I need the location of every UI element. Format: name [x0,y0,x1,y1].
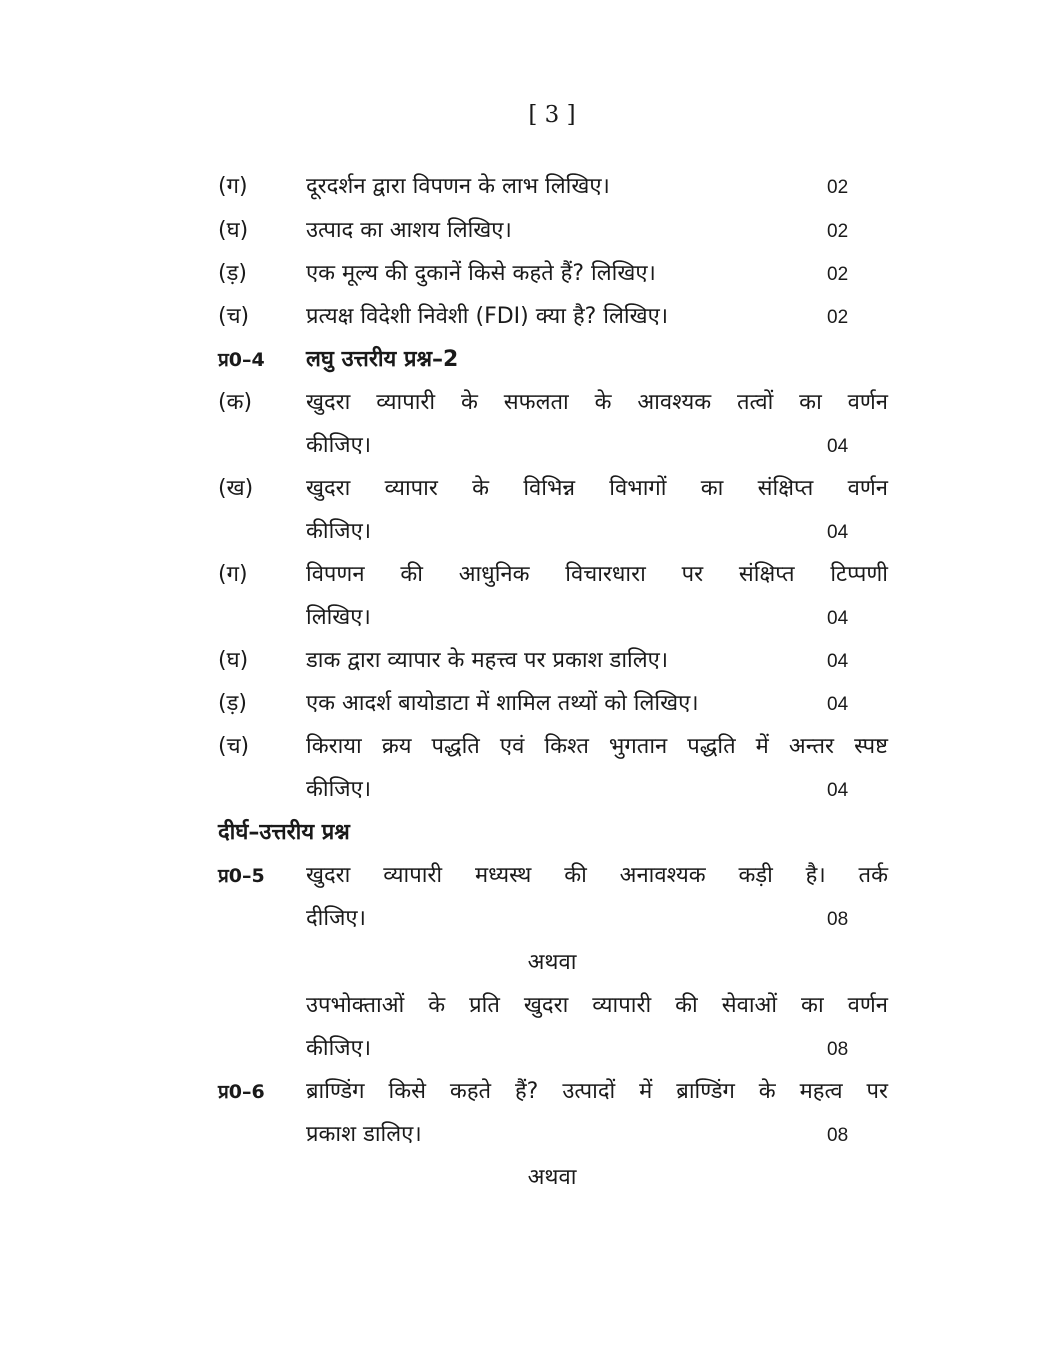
item-label: (ख) [218,476,254,501]
question-item [218,727,888,767]
question-item [218,986,888,1026]
question-number: प्र0–6 [218,1081,265,1103]
item-text: लिखिए। [306,605,371,630]
question-item-continuation [218,899,888,939]
question-item-continuation [218,1029,888,1069]
item-marks: 04 [827,436,849,457]
item-text: एक आदर्श बायोडाटा में शामिल तथ्यों को लिखिए। [306,691,699,716]
item-text: खुदरा व्यापारी के सफलता के आवश्यक तत्वों का वर्णन [306,390,888,415]
item-label: (ग) [218,562,248,587]
question-item [218,684,888,724]
item-text: कीजिए। [306,777,372,802]
question-item-continuation [218,426,888,466]
question-item [218,555,888,595]
item-marks: 02 [827,221,849,242]
item-text: ब्राण्डिंग किसे कहते हैं? उत्पादों में ब्राण्डिंग के महत्व पर [306,1079,888,1104]
question-item-continuation [218,770,888,810]
question-item [218,641,888,681]
item-marks: 02 [827,177,849,198]
page-number: [ 3 ] [528,102,576,128]
item-label: (ड़) [218,261,247,286]
or-separator: अथवा [527,950,577,975]
item-text: प्रकाश डालिए। [306,1122,422,1147]
item-marks: 02 [827,264,849,285]
item-marks: 08 [827,909,849,930]
item-label: (घ) [218,648,249,673]
item-label: (घ) [218,218,249,243]
item-marks: 02 [827,307,849,328]
question-item [218,469,888,509]
item-text: एक मूल्य की दुकानें किसे कहते हैं? लिखिए। [306,261,656,286]
item-label: (च) [218,304,250,329]
item-text: दूरदर्शन द्वारा विपणन के लाभ लिखिए। [306,174,610,199]
item-marks: 04 [827,694,849,715]
item-text: डाक द्वारा व्यापार के महत्त्व पर प्रकाश डालिए। [306,648,669,673]
section-heading: दीर्घ–उत्तरीय प्रश्न [218,820,350,845]
question-item [218,167,888,207]
item-text: खुदरा व्यापार के विभिन्न विभागों का संक्षिप्त वर्णन [306,476,888,501]
item-label: (ग) [218,174,248,199]
item-text: किराया क्रय पद्धति एवं किश्त भुगतान पद्धति में अन्तर स्पष्ट [306,734,888,759]
item-text: कीजिए। [306,519,372,544]
item-text: प्रत्यक्ष विदेशी निवेशी (FDI) क्या है? लिखिए। [306,304,669,329]
question-item [218,1072,888,1112]
question-item-continuation [218,1115,888,1155]
question-item [218,297,888,337]
item-text: खुदरा व्यापारी मध्यस्थ की अनावश्यक कड़ी है। तर्क [306,863,888,888]
item-text: उपभोक्ताओं के प्रति खुदरा व्यापारी की सेवाओं का वर्णन [306,993,888,1018]
question-item [218,856,888,896]
item-text: विपणन की आधुनिक विचारधारा पर संक्षिप्त टिप्पणी [306,562,888,587]
question-item-continuation [218,512,888,552]
item-text: कीजिए। [306,1036,372,1061]
question-item-continuation [218,598,888,638]
item-marks: 04 [827,780,849,801]
question-number: प्र0–5 [218,865,265,887]
item-label: (ड़) [218,691,247,716]
question-item [218,254,888,294]
item-label: (क) [218,390,253,415]
question-title: लघु उत्तरीय प्रश्न–2 [306,347,459,372]
item-text: कीजिए। [306,433,372,458]
item-marks: 08 [827,1125,849,1146]
item-label: (च) [218,734,250,759]
question-item [218,211,888,251]
item-marks: 04 [827,608,849,629]
question-number: प्र0–4 [218,349,265,371]
item-marks: 08 [827,1039,849,1060]
question-header [218,340,888,380]
item-text: दीजिए। [306,906,366,931]
item-marks: 04 [827,651,849,672]
item-marks: 04 [827,522,849,543]
or-separator: अथवा [527,1165,577,1190]
question-item [218,383,888,423]
item-text: उत्पाद का आशय लिखिए। [306,218,512,243]
